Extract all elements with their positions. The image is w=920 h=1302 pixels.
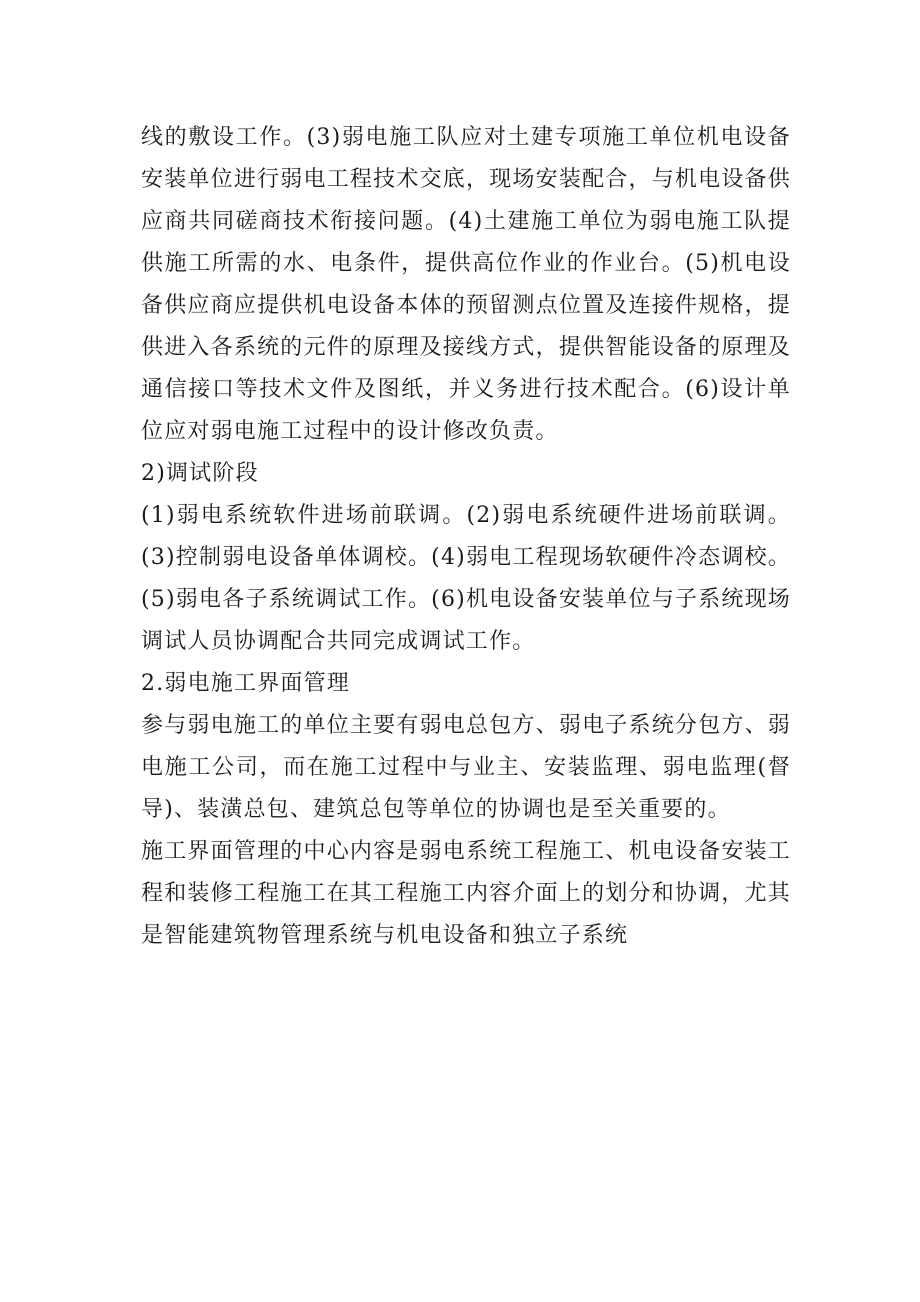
paragraph-installation-duties: 线的敷设工作。(3)弱电施工队应对土建专项施工单位机电设备安装单位进行弱电工程技术交底，现场安装配合，与机电设备供应商共同磋商技术衔接问题。(4)土建施工单位为弱电施工队提供施工所需的水、电条件，提供高位作业的作业台。(5)机电设备供应商应提供机电设备本体的预留测点位置及连接件规格，提供进入各系统的元件的原理及接线方式，提供智能设备的原理及通信接口等技术文件及图纸，并义务进行技术配合。(6)设计单位应对弱电施工过程中的设计修改负责。: [141, 125, 791, 444]
paragraph-debugging-steps: (1)弱电系统软件进场前联调。(2)弱电系统硬件进场前联调。(3)控制弱电设备单体调校。(4)弱电工程现场软硬件冷态调校。(5)弱电各子系统调试工作。(6)机电设备安装单位与子系统现场调试人员协调配合共同完成调试工作。: [141, 503, 791, 654]
heading-interface-management: 2.弱电施工界面管理: [141, 671, 350, 696]
paragraph-interface-content: 施工界面管理的中心内容是弱电系统工程施工、机电设备安装工程和装修工程施工在其工程施工内容介面上的划分和协调，尤其是智能建筑物管理系统与机电设备和独立子系统: [141, 839, 791, 948]
heading-debugging-stage: 2)调试阶段: [141, 461, 259, 486]
document-body: [141, 117, 791, 957]
paragraph-participants: 参与弱电施工的单位主要有弱电总包方、弱电子系统分包方、弱电施工公司，而在施工过程中与业主、安装监理、弱电监理(督导)、装潢总包、建筑总包等单位的协调也是至关重要的。: [141, 713, 791, 822]
